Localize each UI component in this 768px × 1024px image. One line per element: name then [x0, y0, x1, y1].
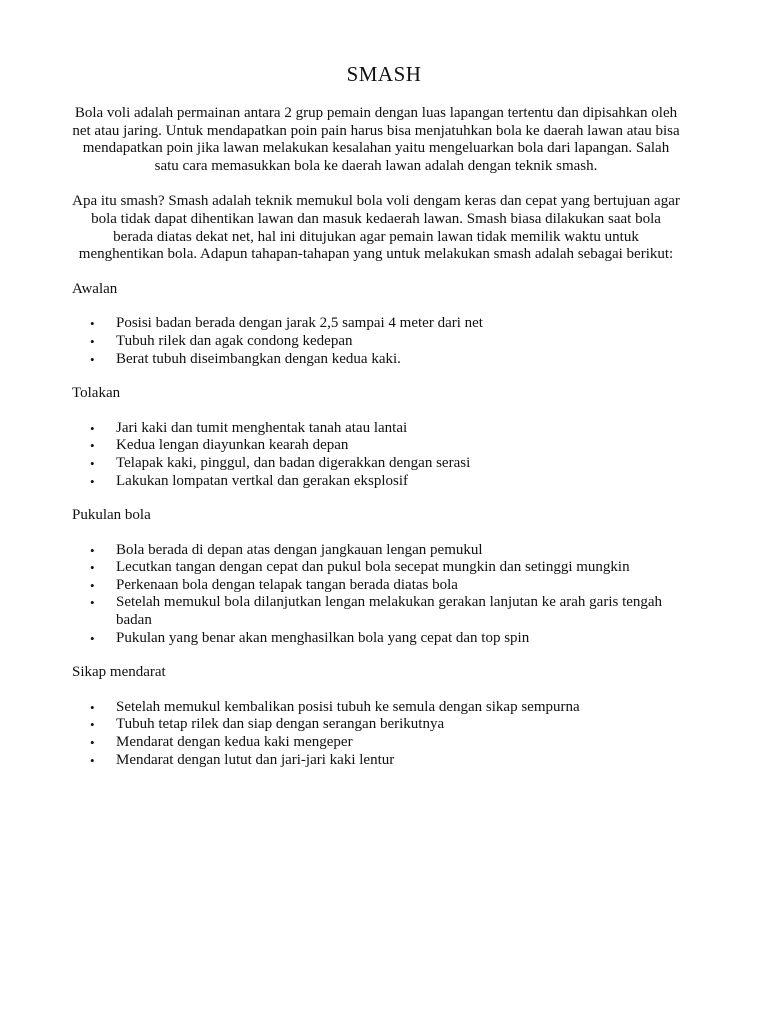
section-heading-tolakan: Tolakan — [72, 385, 121, 402]
section-list-pukulan-bola — [72, 542, 680, 648]
bullet-icon: • — [90, 735, 95, 751]
list-item — [72, 594, 680, 629]
section-list-sikap-mendarat — [72, 699, 680, 769]
list-item — [72, 351, 680, 369]
section-list-awalan — [72, 315, 680, 368]
bullet-icon: • — [90, 351, 95, 367]
list-item — [72, 716, 680, 734]
list-item — [72, 630, 680, 648]
list-item — [72, 542, 680, 560]
list-item — [72, 577, 680, 595]
section-heading-awalan: Awalan — [72, 280, 118, 297]
section-list-tolakan — [72, 420, 680, 490]
bullet-icon: • — [90, 333, 95, 349]
list-item — [72, 734, 680, 752]
list-item — [72, 420, 680, 438]
list-item — [72, 315, 680, 333]
bullet-icon: • — [90, 438, 95, 454]
bullet-icon: • — [90, 630, 95, 646]
bullet-icon: • — [90, 542, 95, 558]
list-item-text: Jari kaki dan tumit menghentak tanah atau lantai — [116, 419, 408, 436]
list-item — [72, 559, 680, 577]
section-heading-sikap-mendarat: Sikap mendarat — [72, 664, 166, 681]
intro-paragraph: Bola voli adalah permainan antara 2 grup pemain dengan luas lapangan tertentu dan dipisahkan oleh net atau jaring. Untuk mendapatkan poin pain harus bisa menjatuhkan bola ke daerah lawan atau bisa mendapatkan poin jika lawan melakukan kesalahan yaitu mengeluarkan bola dari lapangan. Salah satu cara memasukkan bola ke daerah lawan adalah dengan teknik smash. — [72, 105, 680, 174]
list-item-text: Mendarat dengan lutut dan jari-jari kaki lentur — [116, 751, 395, 768]
list-item — [72, 752, 680, 770]
list-item-text: Tubuh tetap rilek dan siap dengan serangan berikutnya — [116, 716, 445, 733]
bullet-icon: • — [90, 420, 95, 436]
bullet-icon: • — [90, 717, 95, 733]
bullet-icon: • — [90, 455, 95, 471]
list-item-text: Posisi badan berada dengan jarak 2,5 sampai 4 meter dari net — [116, 315, 483, 332]
list-item — [72, 473, 680, 491]
section-heading-pukulan-bola: Pukulan bola — [72, 507, 151, 524]
smash-definition-paragraph: Apa itu smash? Smash adalah teknik memukul bola voli dengam keras dan cepat yang bertujuan agar bola tidak dapat dihentikan lawan dan masuk kedaerah lawan. Smash biasa dilakukan saat bola berada diatas dekat net, hal ini ditujukan agar pemain lawan tidak memilik waktu untuk menghentikan bola. Adapun tahapan-tahapan yang untuk melakukan smash adalah sebagai berikut: — [72, 193, 680, 263]
list-item-text: Setelah memukul bola dilanjutkan lengan melakukan gerakan lanjutan ke arah garis tengah badan — [116, 594, 663, 629]
list-item-text: Tubuh rilek dan agak condong kedepan — [116, 332, 353, 349]
list-item-text: Lecutkan tangan dengan cepat dan pukul bola secepat mungkin dan setinggi mungkin — [116, 559, 630, 576]
bullet-icon: • — [90, 473, 95, 489]
document-title: SMASH — [346, 62, 422, 86]
list-item-text: Bola berada di depan atas dengan jangkauan lengan pemukul — [116, 541, 483, 558]
bullet-icon: • — [90, 595, 95, 611]
bullet-icon: • — [90, 316, 95, 332]
list-item — [72, 455, 680, 473]
list-item-text: Lakukan lompatan vertkal dan gerakan eksplosif — [116, 472, 408, 489]
list-item — [72, 333, 680, 351]
list-item-text: Setelah memukul kembalikan posisi tubuh ke semula dengan sikap sempurna — [116, 698, 580, 715]
bullet-icon: • — [90, 752, 95, 768]
list-item — [72, 437, 680, 455]
bullet-icon: • — [90, 699, 95, 715]
list-item-text: Kedua lengan diayunkan kearah depan — [116, 437, 349, 454]
list-item-text: Mendarat dengan kedua kaki mengeper — [116, 734, 353, 751]
list-item-text: Perkenaan bola dengan telapak tangan berada diatas bola — [116, 576, 458, 593]
bullet-icon: • — [90, 577, 95, 593]
list-item-text: Pukulan yang benar akan menghasilkan bola yang cepat dan top spin — [116, 629, 530, 646]
list-item — [72, 699, 680, 717]
bullet-icon: • — [90, 560, 95, 576]
list-item-text: Telapak kaki, pinggul, dan badan digerakkan dengan serasi — [116, 454, 471, 471]
list-item-text: Berat tubuh diseimbangkan dengan kedua kaki. — [116, 350, 401, 367]
